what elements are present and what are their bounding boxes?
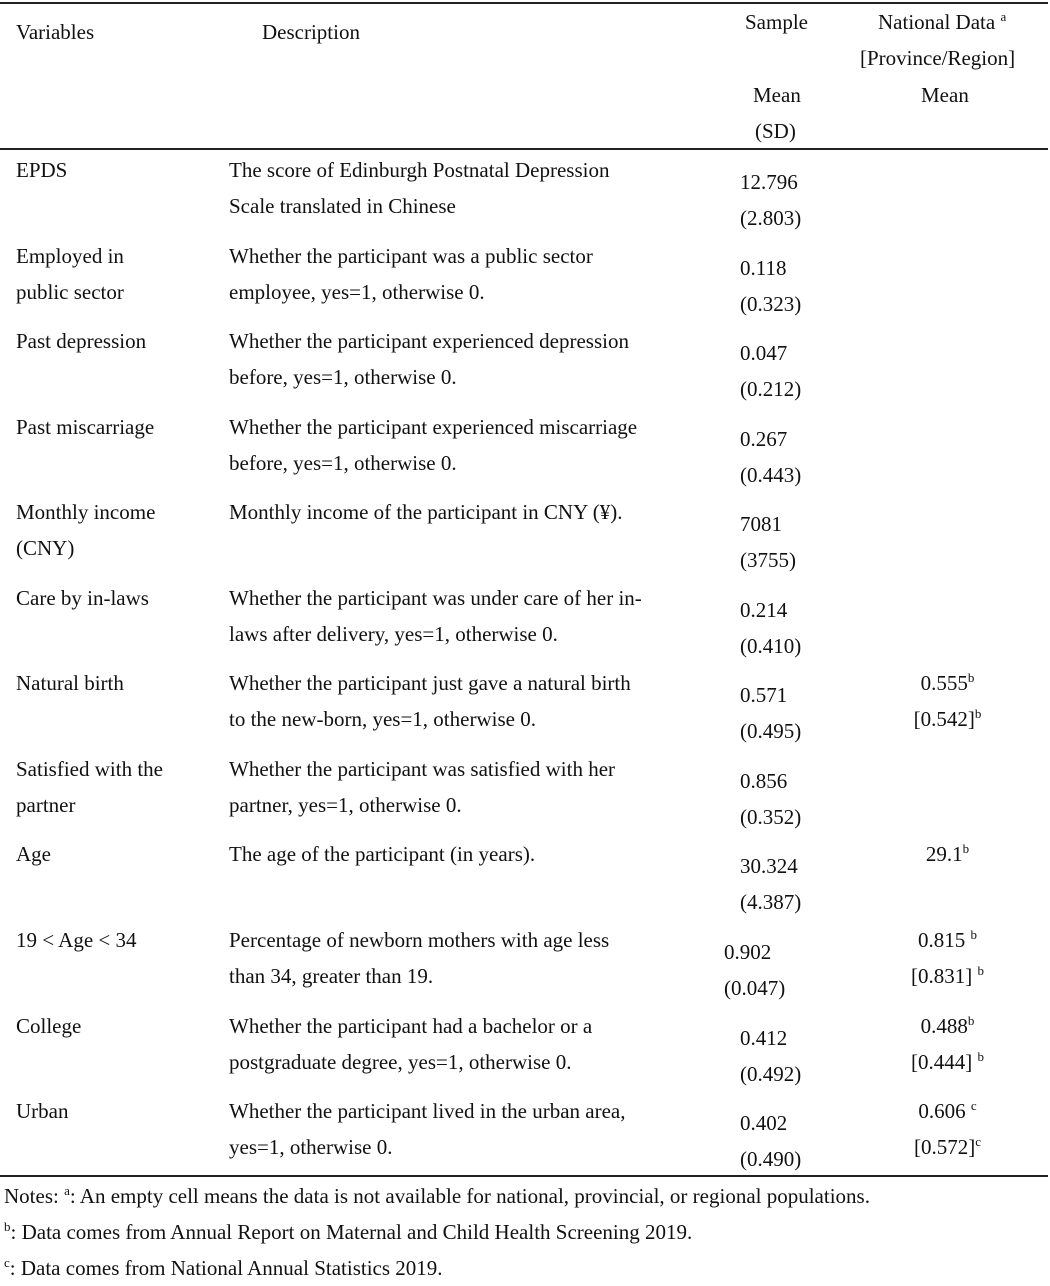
variable-name-line: Care by in-laws <box>16 586 149 610</box>
sample-sd: (3755) <box>740 548 796 572</box>
variable-description <box>229 238 699 310</box>
header-province-region: [Province/Region] <box>860 46 1016 70</box>
sample-mean: 0.412 <box>740 1026 788 1050</box>
variable-name-line: College <box>16 1014 82 1038</box>
variable-name-line: Employed in <box>16 244 124 268</box>
note-b: $^b$: Data comes from Annual Report on Maternal and Child Health Screening 2019. <box>4 1219 693 1244</box>
variable-description <box>229 409 699 481</box>
description-line: Whether the participant just gave a natural birth <box>229 671 631 695</box>
variable-description <box>229 1093 699 1165</box>
variable-name <box>16 836 216 872</box>
sample-mean-sd <box>740 421 830 493</box>
description-line: to the new-born, yes=1, otherwise 0. <box>229 707 536 731</box>
variable-name <box>16 922 216 958</box>
header-national: National Data $^a$ <box>878 9 1007 34</box>
table-row <box>0 323 1050 409</box>
table-row <box>0 1093 1050 1179</box>
national-mean-footnote: b <box>970 927 977 942</box>
table-row <box>0 751 1050 837</box>
regional-mean <box>860 958 1035 994</box>
header-sample-sd: (SD) <box>755 119 796 143</box>
sample-mean: 7081 <box>740 512 782 536</box>
regional-mean-footnote: b <box>977 1049 984 1064</box>
variable-name-line: Satisfied with the <box>16 757 163 781</box>
sample-sd: (0.410) <box>740 634 802 658</box>
sample-sd: (0.323) <box>740 292 802 316</box>
sample-mean: 0.856 <box>740 769 788 793</box>
national-mean <box>860 836 1035 872</box>
description-line: Percentage of newborn mothers with age less <box>229 928 610 952</box>
variable-name-line: Past depression <box>16 329 147 353</box>
header-sample-mean: Mean <box>753 83 801 107</box>
regional-mean-value: [0.831] <box>911 964 978 988</box>
description-line: Whether the participant was satisfied with her <box>229 757 616 781</box>
variable-name-line: public sector <box>16 280 124 304</box>
description-line: Whether the participant experienced depression <box>229 329 629 353</box>
description-line: Whether the participant lived in the urban area, <box>229 1099 626 1123</box>
variable-name-line: (CNY) <box>16 536 75 560</box>
variable-name-line: Natural birth <box>16 671 124 695</box>
sample-sd: (0.212) <box>740 377 802 401</box>
variable-name-line: Age <box>16 842 51 866</box>
description-line: Scale translated in Chinese <box>229 194 456 218</box>
description-line: The age of the participant (in years). <box>229 842 536 866</box>
sample-sd: (0.443) <box>740 463 802 487</box>
sample-mean: 0.214 <box>740 598 788 622</box>
note-a: Notes: $^a$: An empty cell means the data is not available for national, provincial, or regional populations. <box>4 1183 870 1208</box>
variable-name <box>16 238 216 310</box>
national-mean-footnote: b <box>962 841 970 856</box>
regional-mean-footnote: c <box>975 1134 982 1149</box>
regional-mean-value: [0.444] <box>911 1050 978 1074</box>
sample-sd: (0.047) <box>724 976 786 1000</box>
national-data <box>860 665 1035 737</box>
table-row <box>0 238 1050 324</box>
regional-mean-value: [0.572] <box>913 1135 976 1159</box>
variable-description <box>229 152 699 224</box>
national-mean-value: 0.606 <box>918 1099 971 1123</box>
sample-mean-sd <box>724 934 814 1006</box>
sample-mean-sd <box>740 1105 830 1177</box>
variable-description <box>229 922 699 994</box>
sample-sd: (2.803) <box>740 206 802 230</box>
national-data <box>860 1008 1035 1080</box>
regional-mean-footnote: b <box>977 963 984 978</box>
description-line: yes=1, otherwise 0. <box>229 1135 393 1159</box>
national-mean-value: 0.555 <box>920 671 968 695</box>
sample-mean: 0.118 <box>740 256 787 280</box>
header-rule <box>0 148 1048 150</box>
header-variables: Variables <box>16 20 95 44</box>
description-line: before, yes=1, otherwise 0. <box>229 365 457 389</box>
national-data <box>860 922 1035 994</box>
sample-mean-sd <box>740 592 830 664</box>
header-sample: Sample <box>745 10 808 34</box>
table-notes <box>4 1178 1044 1286</box>
variable-name-line: 19 < Age < 34 <box>16 928 137 952</box>
sample-mean-sd <box>740 506 830 578</box>
variable-name <box>16 323 216 359</box>
regional-mean-value: [0.542] <box>913 707 975 731</box>
description-line: The score of Edinburgh Postnatal Depression <box>229 158 610 182</box>
national-mean-value: 0.815 <box>918 928 971 952</box>
national-mean-footnote: c <box>970 1098 977 1113</box>
note-c: $^c$: Data comes from National Annual Statistics 2019. <box>4 1255 443 1280</box>
sample-mean-sd <box>740 250 830 322</box>
sample-mean: 0.047 <box>740 341 788 365</box>
table-row <box>0 836 1050 922</box>
sample-sd: (0.490) <box>740 1147 802 1171</box>
sample-sd: (4.387) <box>740 890 802 914</box>
national-mean <box>860 665 1035 701</box>
header-national-mean: Mean <box>921 83 969 107</box>
regional-mean-footnote: b <box>974 706 982 721</box>
description-line: partner, yes=1, otherwise 0. <box>229 793 462 817</box>
variable-description <box>229 751 699 823</box>
table-row <box>0 1008 1050 1094</box>
variable-name-line: Monthly income <box>16 500 156 524</box>
description-line: Whether the participant had a bachelor or a <box>229 1014 593 1038</box>
sample-mean: 0.571 <box>740 683 788 707</box>
sample-sd: (0.352) <box>740 805 802 829</box>
description-line: laws after delivery, yes=1, otherwise 0. <box>229 622 558 646</box>
description-line: than 34, greater than 19. <box>229 964 434 988</box>
description-line: Whether the participant was a public sector <box>229 244 593 268</box>
sample-mean-sd <box>740 848 830 920</box>
sample-mean: 30.324 <box>740 854 798 878</box>
national-data <box>860 1093 1035 1165</box>
variable-description <box>229 580 699 652</box>
national-mean <box>860 1093 1035 1129</box>
national-mean-footnote: b <box>967 670 975 685</box>
table-row <box>0 494 1050 580</box>
national-mean <box>860 922 1035 958</box>
sample-sd: (0.492) <box>740 1062 802 1086</box>
national-mean <box>860 1008 1035 1044</box>
national-data <box>860 836 1035 872</box>
bottom-rule <box>0 1175 1048 1177</box>
variable-name-line: partner <box>16 793 76 817</box>
table-row <box>0 922 1050 1008</box>
variable-name-line: EPDS <box>16 158 68 182</box>
description-line: Whether the participant was under care of her in- <box>229 586 642 610</box>
sample-mean: 0.267 <box>740 427 788 451</box>
variable-description <box>229 665 699 737</box>
sample-mean: 12.796 <box>740 170 798 194</box>
variable-name <box>16 751 216 823</box>
variable-description <box>229 494 699 530</box>
variable-description <box>229 1008 699 1080</box>
table-row <box>0 665 1050 751</box>
regional-mean <box>860 1129 1035 1165</box>
sample-sd: (0.495) <box>740 719 802 743</box>
variable-name <box>16 580 216 616</box>
sample-mean: 0.902 <box>724 940 772 964</box>
variable-description <box>229 836 699 872</box>
header-description: Description <box>262 20 360 44</box>
description-line: employee, yes=1, otherwise 0. <box>229 280 485 304</box>
variable-name-line: Urban <box>16 1099 69 1123</box>
regional-mean <box>860 701 1035 737</box>
sample-mean: 0.402 <box>740 1111 788 1135</box>
table-row <box>0 409 1050 495</box>
description-line: postgraduate degree, yes=1, otherwise 0. <box>229 1050 572 1074</box>
variable-name <box>16 409 216 445</box>
sample-mean-sd <box>740 164 830 236</box>
sample-mean-sd <box>740 763 830 835</box>
description-line: Monthly income of the participant in CNY (¥). <box>229 500 623 524</box>
description-line: before, yes=1, otherwise 0. <box>229 451 457 475</box>
variable-name <box>16 1093 216 1129</box>
national-mean-footnote: b <box>967 1013 975 1028</box>
table-row <box>0 152 1050 238</box>
variable-description <box>229 323 699 395</box>
sample-mean-sd <box>740 1020 830 1092</box>
table-row <box>0 580 1050 666</box>
national-mean-value: 0.488 <box>920 1014 968 1038</box>
variable-name-line: Past miscarriage <box>16 415 155 439</box>
national-mean-value: 29.1 <box>925 842 963 866</box>
sample-mean-sd <box>740 335 830 407</box>
variable-name <box>16 1008 216 1044</box>
description-line: Whether the participant experienced miscarriage <box>229 415 638 439</box>
regional-mean <box>860 1044 1035 1080</box>
sample-mean-sd <box>740 677 830 749</box>
variable-name <box>16 494 216 566</box>
variable-name <box>16 665 216 701</box>
variable-name <box>16 152 216 188</box>
